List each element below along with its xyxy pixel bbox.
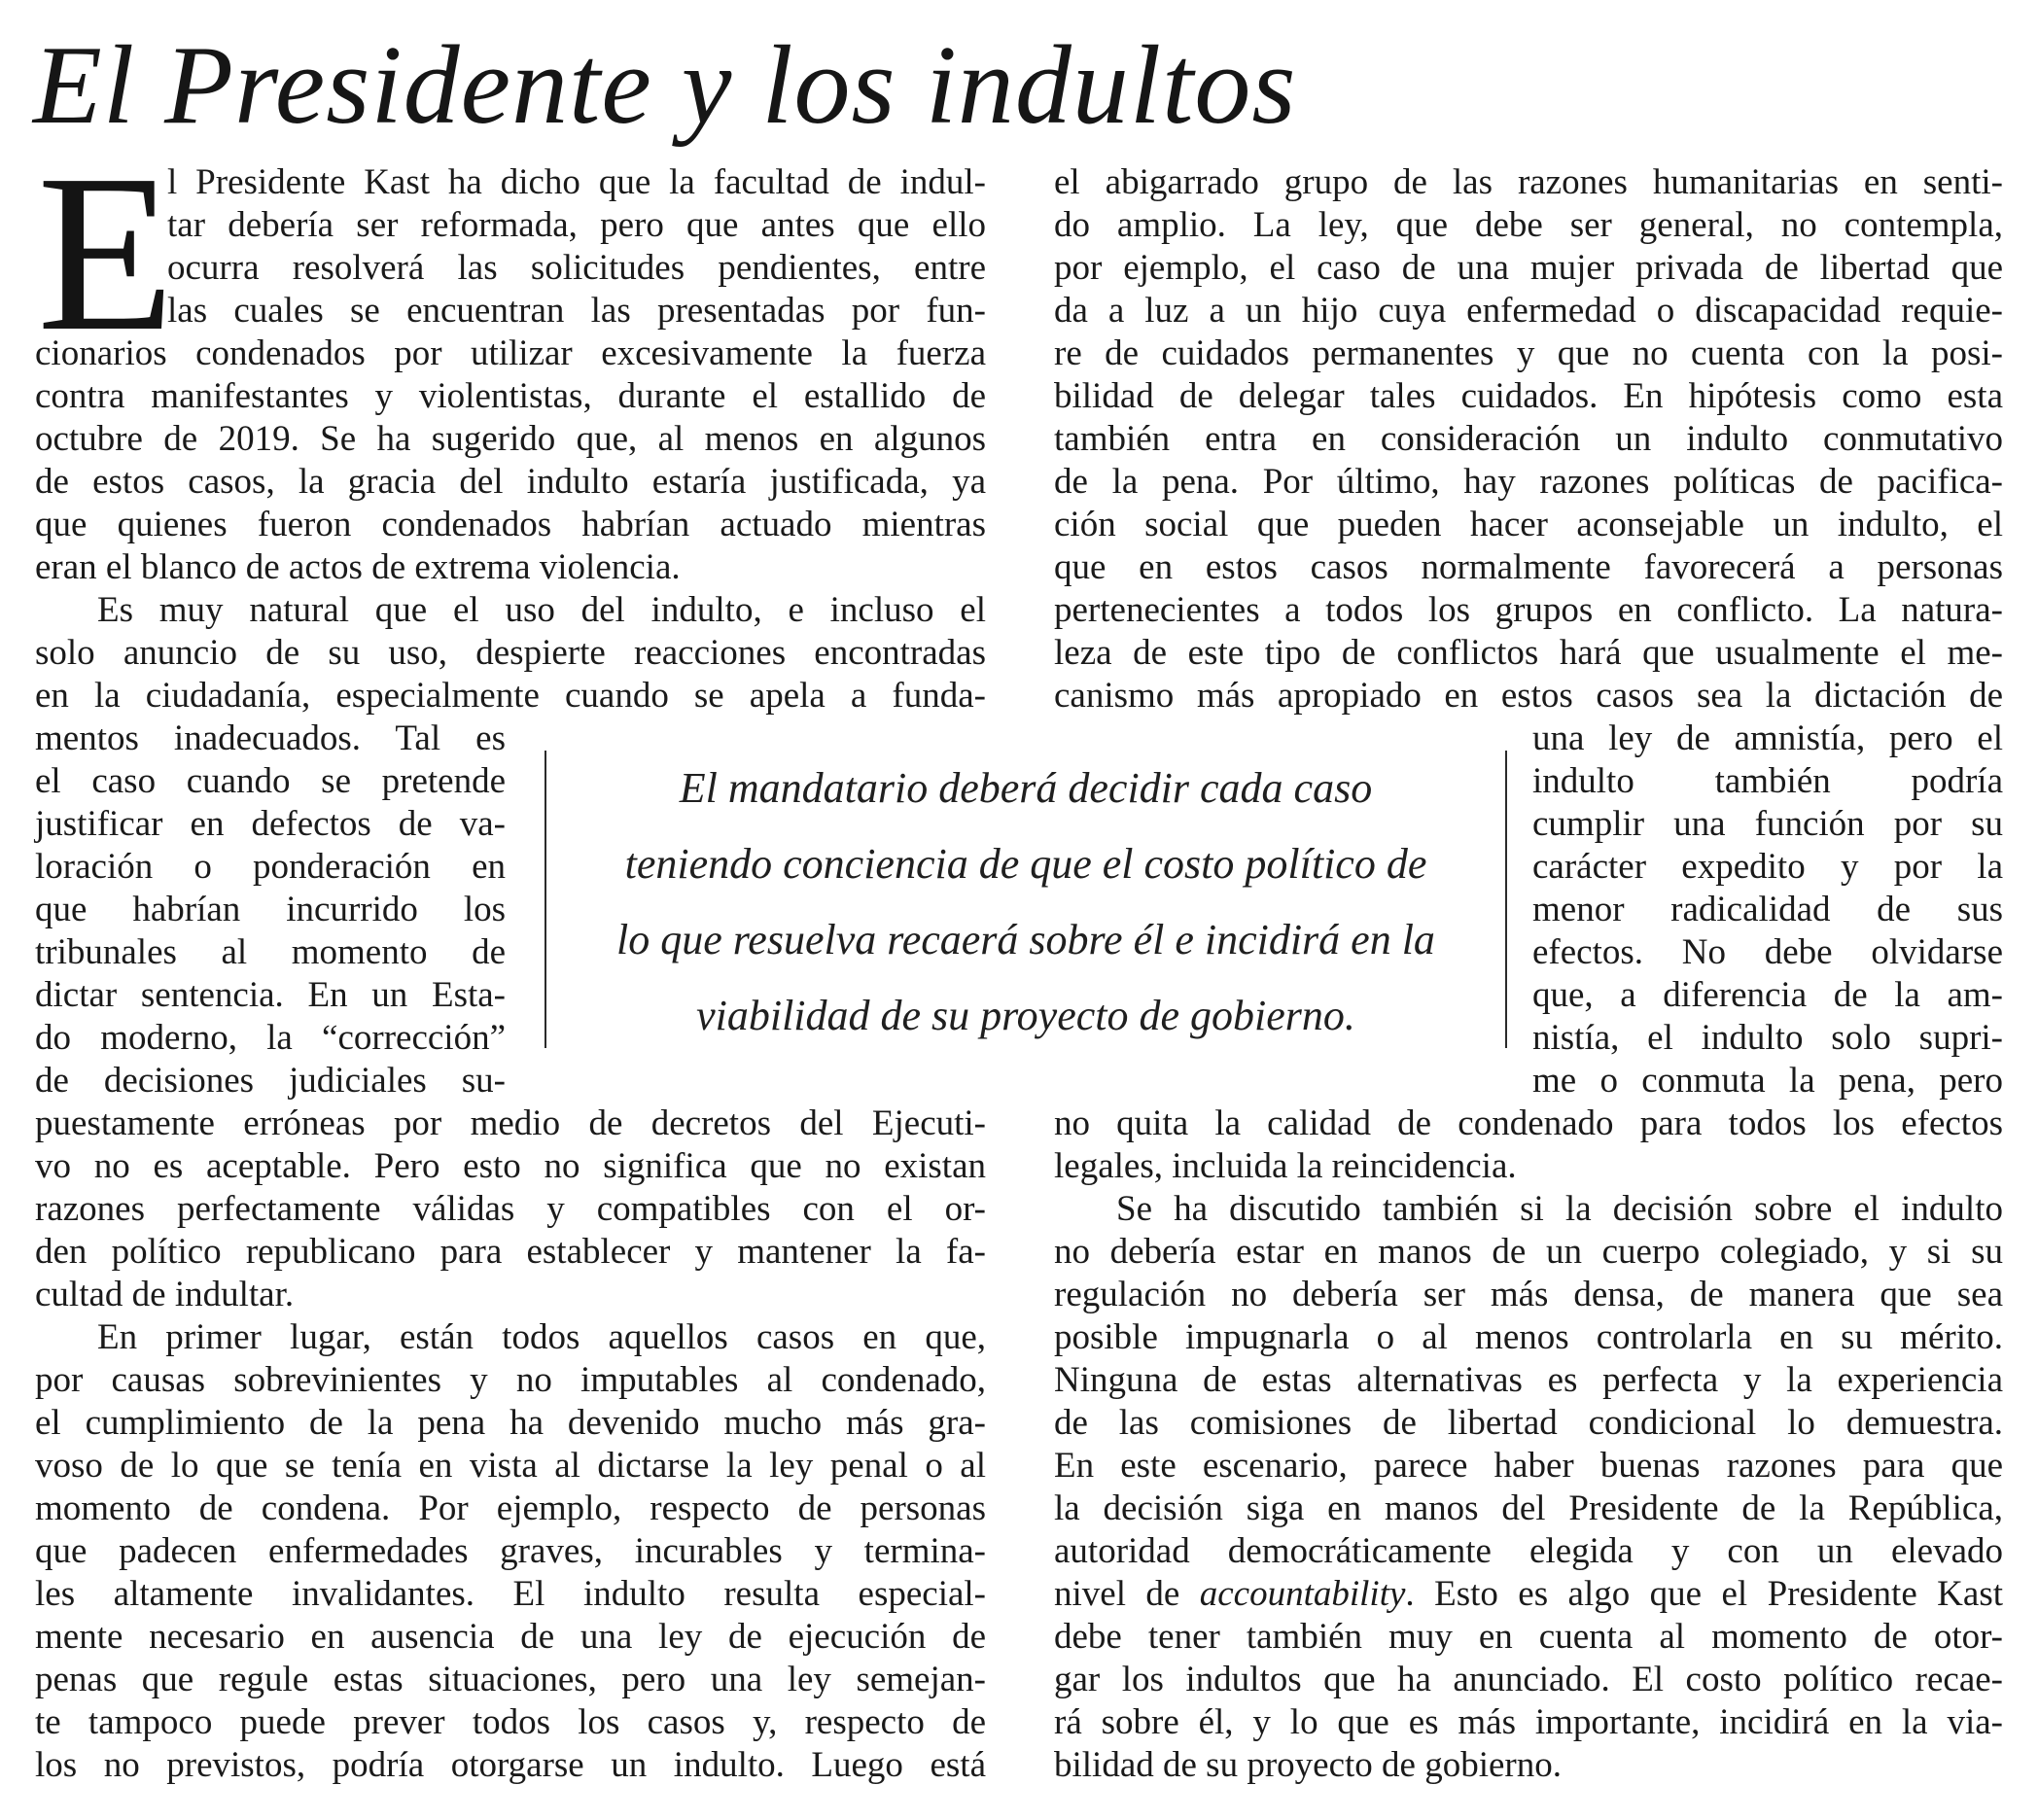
- body-line: posible impugnarla o al menos controlarla en su mérito.: [1054, 1317, 2003, 1357]
- body-line: el abigarrado grupo de las razones humanitarias en senti-: [1054, 162, 2003, 202]
- body-line: solo anuncio de su uso, despierte reacciones encontradas: [35, 633, 986, 673]
- body-line: nistía, el indulto solo supri-: [1532, 1018, 2003, 1058]
- body-line: de decisiones judiciales su-: [35, 1061, 506, 1101]
- body-line: ción social que pueden hacer aconsejable un indulto, el: [1054, 505, 2003, 544]
- body-line: cionarios condenados por utilizar excesivamente la fuerza: [35, 333, 986, 373]
- body-line: tar debería ser reformada, pero que antes que ello: [167, 205, 986, 245]
- body-line: autoridad democráticamente elegida y con un elevado: [1054, 1531, 2003, 1571]
- body-line: contra manifestantes y violentistas, durante el estallido de: [35, 376, 986, 416]
- body-line: no quita la calidad de condenado para todos los efectos: [1054, 1103, 2003, 1143]
- body-line: que padecen enfermedades graves, incurables y termina-: [35, 1531, 986, 1571]
- body-line: razones perfectamente válidas y compatibles con el or-: [35, 1189, 986, 1229]
- body-line: voso de lo que se tenía en vista al dictarse la ley penal o al: [35, 1446, 986, 1486]
- body-line: carácter expedito y por la: [1532, 847, 2003, 887]
- body-line: do amplio. La ley, que debe ser general, no contempla,: [1054, 205, 2003, 245]
- body-line: que en estos casos normalmente favorecerá a personas: [1054, 547, 2003, 587]
- body-line: canismo más apropiado en estos casos sea la dictación de: [1054, 676, 2003, 716]
- paragraph-end-line: cultad de indultar.: [35, 1275, 295, 1314]
- body-line: bilidad de delegar tales cuidados. En hipótesis como esta: [1054, 376, 2003, 416]
- body-line: no debería estar en manos de un cuerpo colegiado, y si su: [1054, 1232, 2003, 1272]
- body-line: el cumplimiento de la pena ha devenido mucho más gra-: [35, 1403, 986, 1443]
- col1-lower-block: [35, 1102, 986, 1787]
- body-line: octubre de 2019. Se ha sugerido que, al menos en algunos: [35, 419, 986, 459]
- body-line: por ejemplo, el caso de una mujer privada de libertad que: [1054, 248, 2003, 288]
- body-line: por causas sobrevinientes y no imputables al condenado,: [35, 1360, 986, 1400]
- body-line: los no previstos, podría otorgarse un indulto. Luego está: [35, 1745, 986, 1785]
- body-line: l Presidente Kast ha dicho que la facultad de indul-: [167, 162, 986, 202]
- body-line: mentos inadecuados. Tal es: [35, 718, 506, 758]
- col2-upper-block: [1054, 161, 2003, 718]
- body-line: leza de este tipo de conflictos hará que usualmente el me-: [1054, 633, 2003, 673]
- body-line: loración o ponderación en: [35, 847, 506, 887]
- article-title: El Presidente y los indultos: [33, 23, 1297, 148]
- body-line: penas que regule estas situaciones, pero una ley semejan-: [35, 1660, 986, 1699]
- italic-term: accountability: [1199, 1574, 1406, 1614]
- body-line: re de cuidados permanentes y que no cuenta con la posi-: [1054, 333, 2003, 373]
- body-line: que quienes fueron condenados habrían actuado mientras: [35, 505, 986, 544]
- body-line: justificar en defectos de va-: [35, 804, 506, 844]
- body-line: las cuales se encuentran las presentadas por fun-: [167, 291, 986, 331]
- body-line: do moderno, la “corrección”: [35, 1018, 506, 1058]
- text-run: nivel de: [1054, 1574, 1200, 1614]
- paragraph-start-line: Se ha discutido también si la decisión sobre el indulto: [1116, 1189, 2003, 1229]
- pull-quote-line: El mandatario deberá decidir cada caso: [679, 764, 1373, 812]
- paragraph-end-line: bilidad de su proyecto de gobierno.: [1054, 1745, 1562, 1785]
- body-line: vo no es aceptable. Pero esto no significa que no existan: [35, 1146, 986, 1186]
- pull-quote: [545, 751, 1507, 1048]
- body-line: gar los indultos que ha anunciado. El costo político recae-: [1054, 1660, 2003, 1699]
- body-line: tribunales al momento de: [35, 932, 506, 972]
- drop-cap: E: [37, 128, 175, 378]
- body-line: también entra en consideración un indulto conmutativo: [1054, 419, 2003, 459]
- body-line: mente necesario en ausencia de una ley de ejecución de: [35, 1617, 986, 1657]
- body-line: te tampoco puede prever todos los casos y, respecto de: [35, 1702, 986, 1742]
- col1-dropcap-block: [167, 161, 986, 332]
- body-line: en la ciudadanía, especialmente cuando se apela a funda-: [35, 676, 986, 716]
- body-line: ocurra resolverá las solicitudes pendientes, entre: [167, 248, 986, 288]
- body-line: la decisión siga en manos del Presidente de la República,: [1054, 1488, 2003, 1528]
- body-line: cumplir una función por su: [1532, 804, 2003, 844]
- body-line: regulación no debería ser más densa, de manera que sea: [1054, 1275, 2003, 1314]
- body-line: pertenecientes a todos los grupos en conflicto. La natura-: [1054, 590, 2003, 630]
- paragraph-end-line: legales, incluida la reincidencia.: [1054, 1146, 1517, 1186]
- body-line: Ninguna de estas alternativas es perfecta y la experiencia: [1054, 1360, 2003, 1400]
- body-line: den político republicano para establecer y mantener la fa-: [35, 1232, 986, 1272]
- col1-narrow-block: [35, 718, 506, 1102]
- pull-quote-line: viabilidad de su proyecto de gobierno.: [696, 992, 1355, 1039]
- body-line: de estos casos, la gracia del indulto estaría justificada, ya: [35, 462, 986, 502]
- body-line: una ley de amnistía, pero el: [1532, 718, 2003, 758]
- body-line: rá sobre él, y lo que es más importante, incidirá en la via-: [1054, 1702, 2003, 1742]
- body-line: les altamente invalidantes. El indulto resulta especial-: [35, 1574, 986, 1614]
- body-line: debe tener también muy en cuenta al momento de otor-: [1054, 1617, 2003, 1657]
- paragraph-start-line: En primer lugar, están todos aquellos casos en que,: [97, 1317, 986, 1357]
- body-line: efectos. No debe olvidarse: [1532, 932, 2003, 972]
- pull-quote-line: lo que resuelva recaerá sobre él e incidirá en la: [616, 916, 1435, 963]
- body-line: menor radicalidad de sus: [1532, 890, 2003, 929]
- paragraph-end-line: eran el blanco de actos de extrema violencia.: [35, 547, 681, 587]
- text-run: . Esto es algo que el Presidente Kast: [1405, 1574, 2003, 1614]
- body-line: de las comisiones de libertad condicional lo demuestra.: [1054, 1403, 2003, 1443]
- body-line: indulto también podría: [1532, 761, 2003, 801]
- body-line: de la pena. Por último, hay razones políticas de pacifica-: [1054, 462, 2003, 502]
- col2-narrow-block: [1532, 718, 2003, 1102]
- col1-upper-block: [35, 332, 986, 718]
- body-line: dictar sentencia. En un Esta-: [35, 975, 506, 1015]
- body-line: que, a diferencia de la am-: [1532, 975, 2003, 1015]
- body-line-accountability: [1054, 1573, 2003, 1616]
- paragraph-start-line: Es muy natural que el uso del indulto, e incluso el: [97, 590, 986, 630]
- body-line: da a luz a un hijo cuya enfermedad o discapacidad requie-: [1054, 291, 2003, 331]
- body-line: el caso cuando se pretende: [35, 761, 506, 801]
- col2-lower-block: [1054, 1102, 2003, 1787]
- body-line: que habrían incurrido los: [35, 890, 506, 929]
- body-line: momento de condena. Por ejemplo, respecto de personas: [35, 1488, 986, 1528]
- body-line: me o conmuta la pena, pero: [1532, 1061, 2003, 1101]
- body-line: puestamente erróneas por medio de decretos del Ejecuti-: [35, 1103, 986, 1143]
- pull-quote-line: teniendo conciencia de que el costo político de: [624, 840, 1427, 888]
- body-line: En este escenario, parece haber buenas razones para que: [1054, 1446, 2003, 1486]
